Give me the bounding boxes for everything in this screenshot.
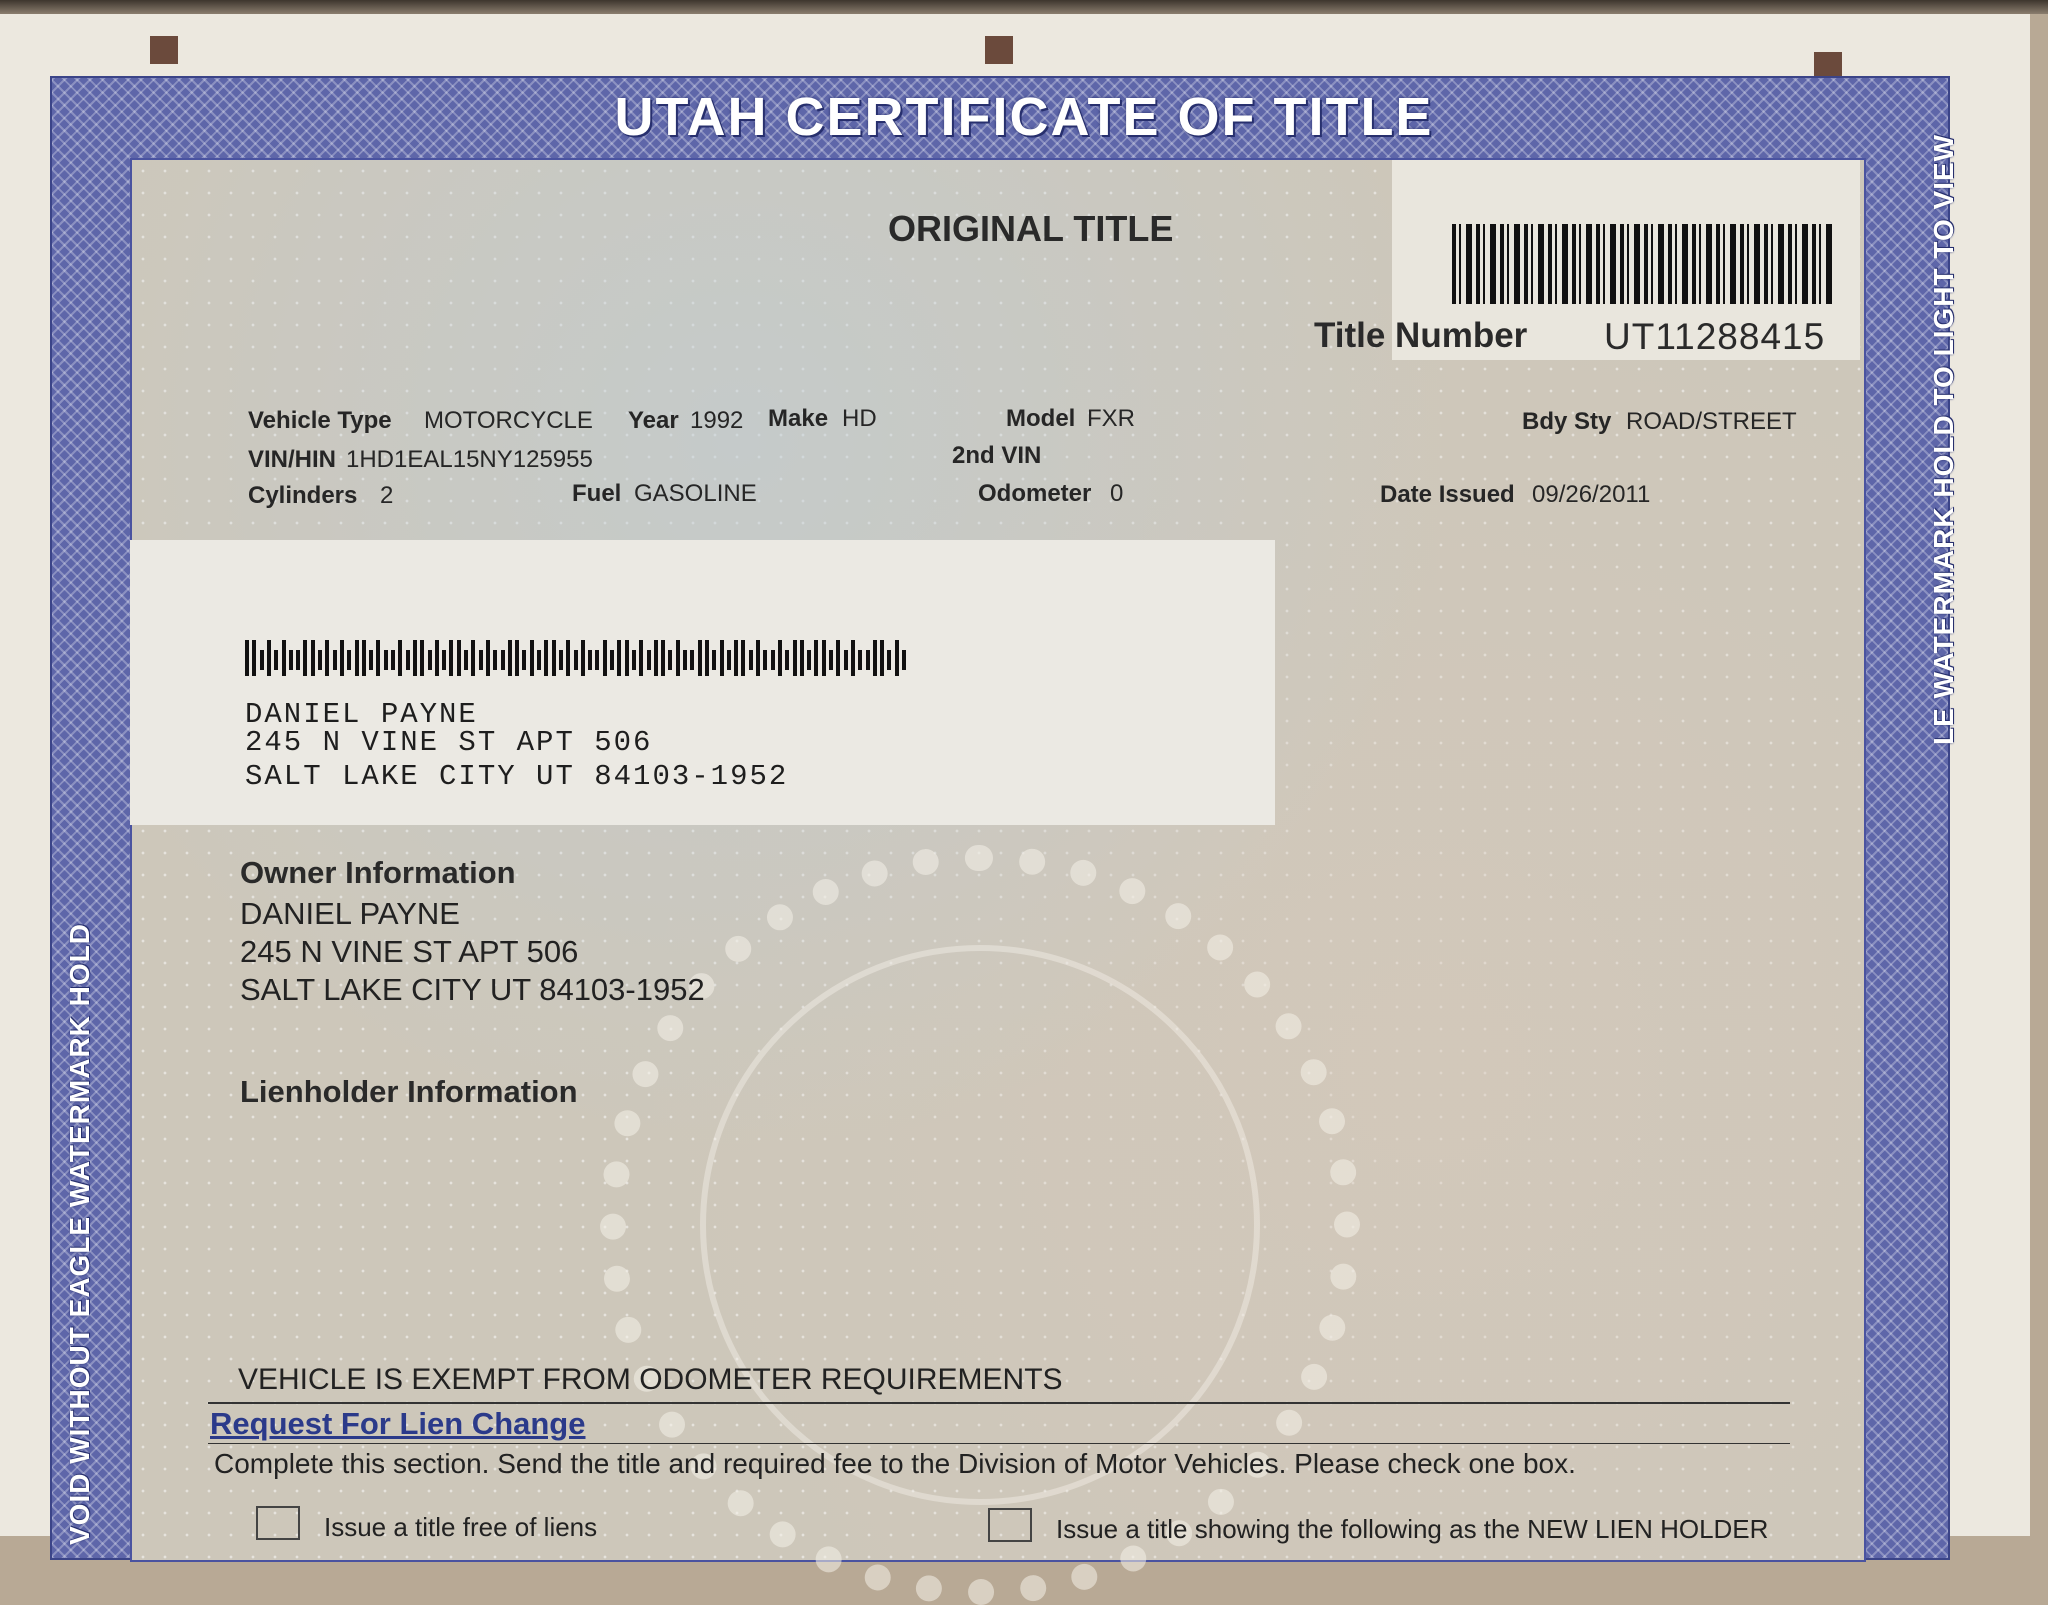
odometer-value: 0 <box>1110 480 1124 507</box>
vehicle-type-value: MOTORCYCLE <box>424 407 593 434</box>
postal-bar <box>522 650 526 670</box>
body-style-value: ROAD/STREET <box>1626 408 1797 435</box>
postal-bar <box>311 640 315 676</box>
vehicle-type-label: Vehicle Type <box>248 407 392 434</box>
postal-bar <box>866 650 870 670</box>
postal-bar <box>603 640 607 676</box>
side-security-text-left: VOID WITHOUT EAGLE WATERMARK HOLD <box>64 923 95 1545</box>
postal-bar <box>282 640 286 676</box>
postal-bar <box>851 640 855 676</box>
postal-bar <box>449 640 453 676</box>
postal-bar <box>559 650 563 670</box>
postal-bar <box>705 640 709 676</box>
postal-bar <box>391 650 395 670</box>
postal-bar <box>734 640 738 676</box>
cylinders-label: Cylinders <box>248 482 358 509</box>
postal-bar <box>413 640 417 676</box>
postal-bar <box>260 650 264 670</box>
postal-bar <box>486 640 490 676</box>
postal-bar <box>398 640 402 676</box>
second-vin-label: 2nd VIN <box>952 442 1042 469</box>
postal-bar <box>479 650 483 670</box>
owner-street: 245 N VINE ST APT 506 <box>240 934 579 969</box>
mailing-city: SALT LAKE CITY UT 84103-1952 <box>245 760 789 793</box>
postal-bar <box>355 640 359 676</box>
postal-bar <box>683 650 687 670</box>
model-value: FXR <box>1087 405 1135 432</box>
postal-bar <box>756 640 760 676</box>
postal-bar <box>595 650 599 670</box>
owner-city: SALT LAKE CITY UT 84103-1952 <box>240 972 705 1007</box>
postal-bar <box>829 650 833 670</box>
lien-change-instructions: Complete this section. Send the title and required fee to the Division of Motor Vehicles. Please check one box. <box>214 1448 1576 1479</box>
fuel-label: Fuel <box>572 480 622 507</box>
postal-bar <box>807 650 811 670</box>
owner-heading: Owner Information <box>240 855 516 890</box>
postal-bar <box>800 640 804 676</box>
postal-bar <box>442 650 446 670</box>
title-number-label: Title Number <box>1314 316 1528 355</box>
year-label: Year <box>628 407 679 434</box>
postal-bar <box>376 640 380 676</box>
date-issued-label: Date Issued <box>1380 481 1515 508</box>
punch-mark-left <box>150 36 178 64</box>
postal-bar <box>289 650 293 670</box>
state-seal-inner-ring <box>700 945 1260 1505</box>
postal-bar <box>552 640 556 676</box>
postal-bar <box>508 640 512 676</box>
postal-bar <box>493 650 497 670</box>
postal-bar <box>880 640 884 676</box>
make-value: HD <box>842 405 877 432</box>
new-lienholder-checkbox[interactable] <box>988 1508 1032 1542</box>
postal-bar <box>727 650 731 670</box>
postal-bar <box>420 640 424 676</box>
postal-bar <box>844 650 848 670</box>
postal-bar <box>384 650 388 670</box>
new-lienholder-option: Issue a title showing the following as the NEW LIEN HOLDER <box>1056 1514 1769 1544</box>
postal-bar <box>902 650 906 670</box>
divider-rule-1 <box>208 1402 1790 1404</box>
postal-bar <box>457 640 461 676</box>
postal-bar <box>858 650 862 670</box>
year-value: 1992 <box>690 407 744 434</box>
postal-bar <box>895 640 899 676</box>
postal-bar <box>274 650 278 670</box>
postal-bar <box>610 650 614 670</box>
postal-bar <box>544 640 548 676</box>
postal-bar <box>428 650 432 670</box>
postal-bar <box>749 650 753 670</box>
top-edge-shadow <box>0 0 2048 14</box>
postal-bar <box>566 640 570 676</box>
lienholder-heading: Lienholder Information <box>240 1074 578 1109</box>
postal-bar <box>793 640 797 676</box>
cylinders-value: 2 <box>380 482 394 509</box>
postal-bar <box>625 640 629 676</box>
postal-bar <box>471 640 475 676</box>
postal-bar <box>537 650 541 670</box>
postal-bar <box>588 650 592 670</box>
odometer-exempt-note: VEHICLE IS EXEMPT FROM ODOMETER REQUIREMENTS <box>238 1363 1063 1396</box>
postal-bar <box>741 640 745 676</box>
postal-bar <box>515 640 519 676</box>
body-style-label: Bdy Sty <box>1522 408 1612 435</box>
vin-value: 1HD1EAL15NY125955 <box>346 446 593 473</box>
postal-bar <box>530 640 534 676</box>
postal-bar <box>887 650 891 670</box>
postal-bar <box>581 640 585 676</box>
postal-bar <box>676 640 680 676</box>
postal-bar <box>647 650 651 670</box>
postal-bar <box>369 650 373 670</box>
free-of-liens-option: Issue a title free of liens <box>324 1512 598 1542</box>
postal-bar <box>778 640 782 676</box>
postal-bar <box>668 650 672 670</box>
fuel-value: GASOLINE <box>634 480 757 507</box>
free-of-liens-checkbox[interactable] <box>256 1506 300 1540</box>
postal-bar <box>661 640 665 676</box>
odometer-label: Odometer <box>978 480 1092 507</box>
postal-bar <box>303 640 307 676</box>
postal-bar <box>362 640 366 676</box>
postal-bar <box>763 650 767 670</box>
postal-bar <box>822 640 826 676</box>
date-issued-value: 09/26/2011 <box>1532 481 1651 508</box>
side-security-text-right: LE WATERMARK HOLD TO LIGHT TO VIEW <box>1928 133 1959 745</box>
mailing-street: 245 N VINE ST APT 506 <box>245 726 653 759</box>
postal-bar <box>347 650 351 670</box>
postal-bar <box>720 640 724 676</box>
postal-bar <box>690 650 694 670</box>
postal-bar <box>464 650 468 670</box>
title-number: UT11288415 <box>1604 316 1826 357</box>
postal-bar <box>252 640 256 676</box>
postal-bar <box>267 640 271 676</box>
postal-bar <box>574 650 578 670</box>
postal-bar <box>698 640 702 676</box>
postal-bar <box>296 650 300 670</box>
postal-bar <box>501 650 505 670</box>
postal-bar <box>245 640 249 676</box>
make-label: Make <box>768 405 829 432</box>
certificate-heading: UTAH CERTIFICATE OF TITLE <box>614 87 1434 147</box>
postal-bar <box>873 640 877 676</box>
owner-name: DANIEL PAYNE <box>240 896 460 931</box>
postal-bar <box>325 640 329 676</box>
postal-barcode <box>245 636 915 676</box>
postal-bar <box>712 650 716 670</box>
postal-bar <box>318 650 322 670</box>
vin-label: VIN/HIN <box>248 446 337 473</box>
title-barcode <box>1452 224 1832 304</box>
punch-mark-center <box>985 36 1013 64</box>
postal-bar <box>785 650 789 670</box>
postal-bar <box>771 650 775 670</box>
title-type: ORIGINAL TITLE <box>888 208 1174 249</box>
divider-rule-2 <box>208 1443 1790 1444</box>
postal-bar <box>406 650 410 670</box>
model-label: Model <box>1006 405 1076 432</box>
postal-bar <box>435 640 439 676</box>
mailing-name: DANIEL PAYNE <box>245 698 478 731</box>
postal-bar <box>333 650 337 670</box>
lien-change-heading: Request For Lien Change <box>210 1406 586 1441</box>
postal-bar <box>340 640 344 676</box>
postal-bar <box>814 640 818 676</box>
postal-bar <box>617 640 621 676</box>
postal-bar <box>836 640 840 676</box>
postal-bar <box>654 640 658 676</box>
postal-bar <box>632 650 636 670</box>
postal-bar <box>639 640 643 676</box>
